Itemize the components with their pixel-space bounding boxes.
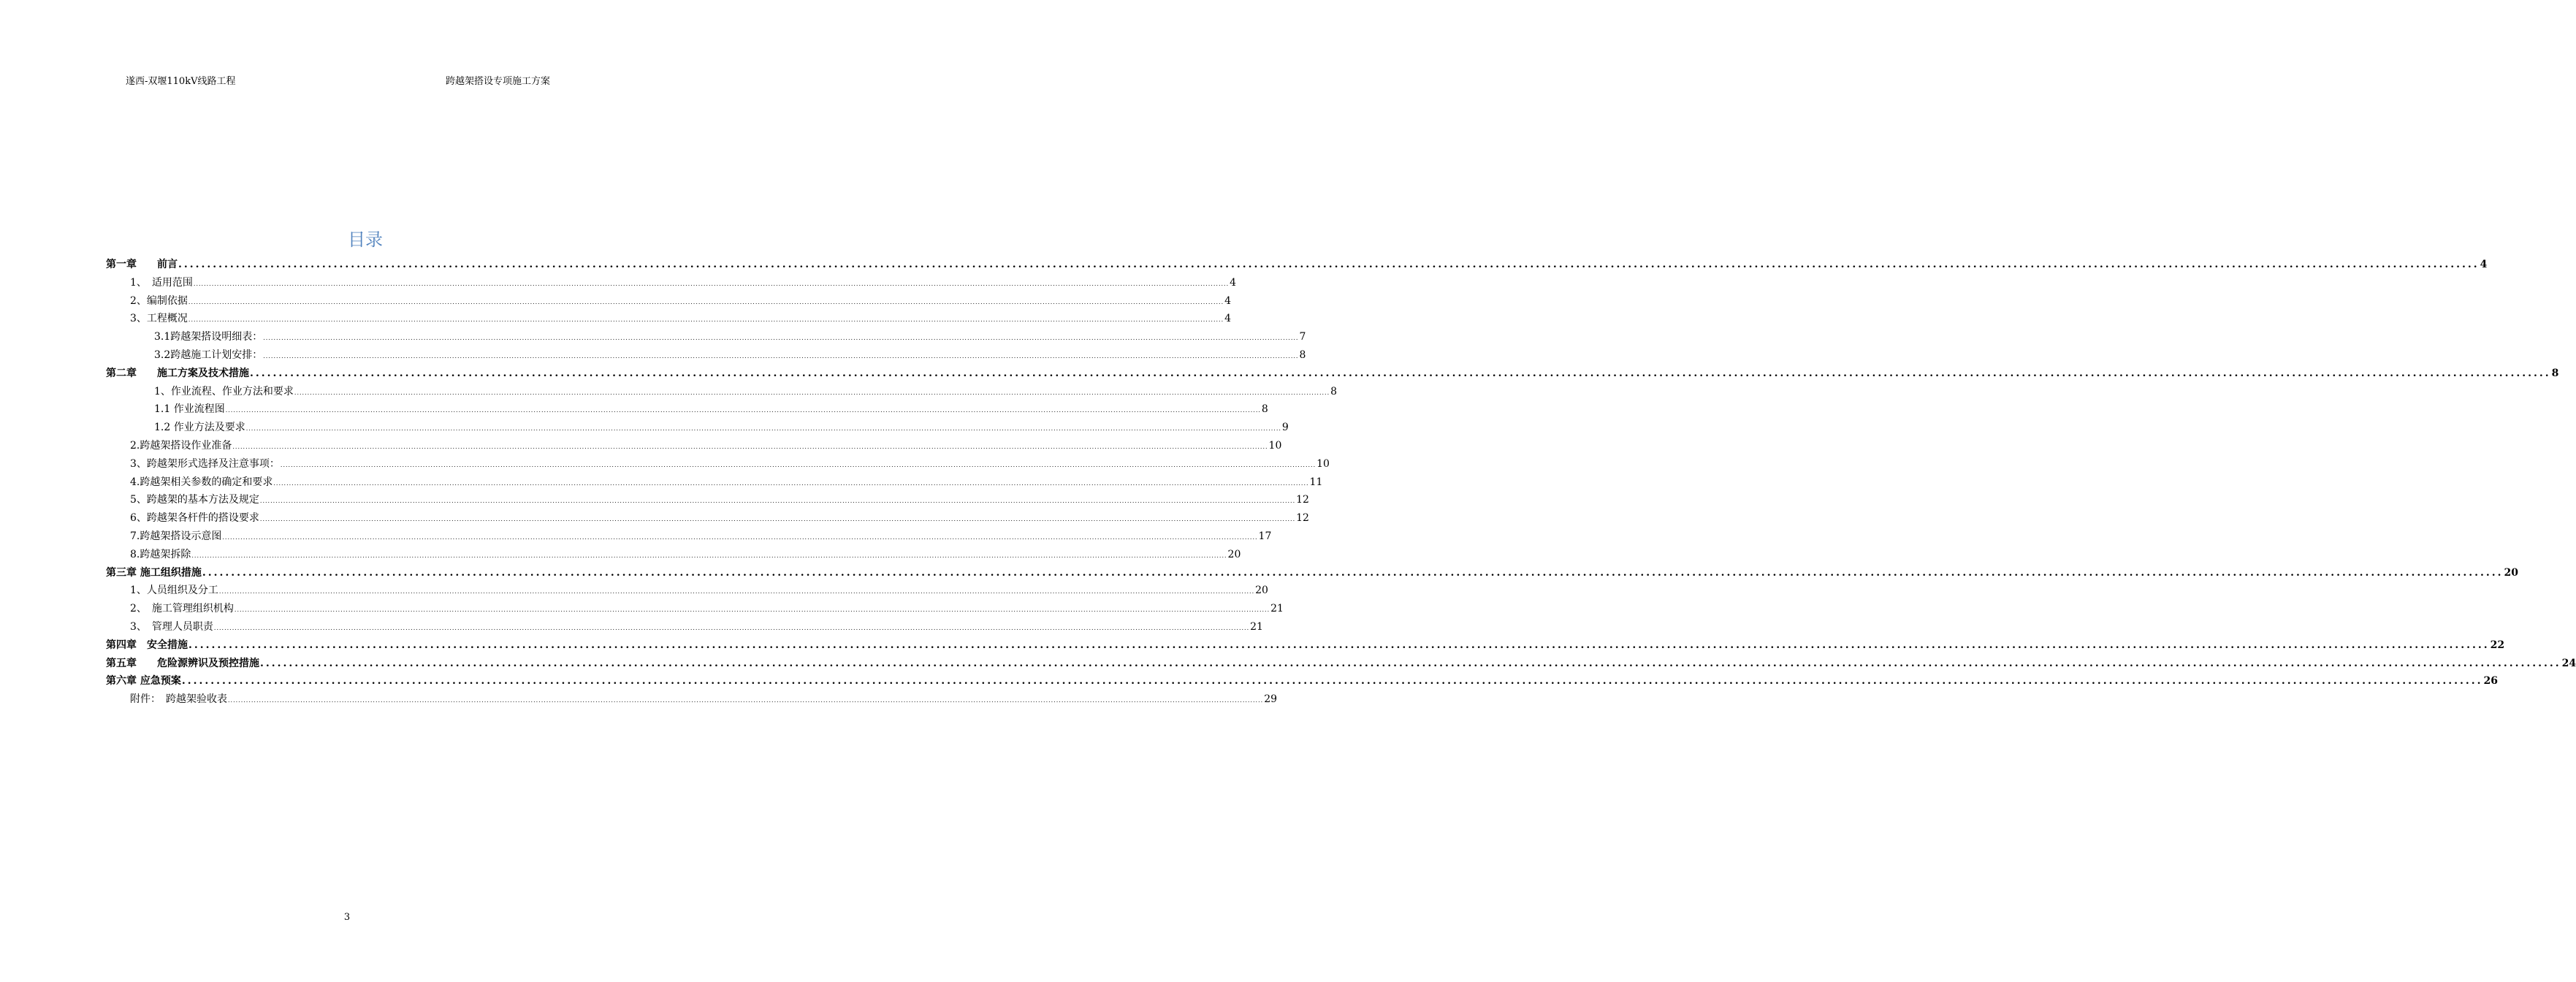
toc-entry[interactable] bbox=[106, 690, 1278, 709]
toc-entry-label: 1.2 作业方法及要求 bbox=[154, 422, 245, 434]
toc-entry-label: 2.跨越架搭设作业准备 bbox=[130, 439, 232, 452]
toc-leader-dots: ................................................................................................................................................................................................................................................................................................................................................................................................................ bbox=[218, 588, 1255, 595]
toc-entry[interactable] bbox=[106, 274, 1237, 292]
toc-entry-label: 2、 施工管理组织机构 bbox=[130, 603, 234, 615]
toc-entry-label: 5、跨越架的基本方法及规定 bbox=[130, 494, 259, 506]
toc-leader-dots: ................................................................................................................................................................................................................................................................................................................................................................................................................ bbox=[232, 443, 1268, 450]
toc-entry[interactable] bbox=[106, 328, 1306, 346]
table-of-contents bbox=[106, 256, 2576, 709]
toc-leader-dots: ................................................................................................................................................................................................................................................................................................................................................................................................................ bbox=[193, 280, 1230, 287]
toc-entry-page: 20 bbox=[1255, 585, 1268, 597]
toc-entry-page: 12 bbox=[1296, 494, 1309, 506]
toc-leader-dots: ................................................................................................................................................................................................................................................................................................................................................................................................................ bbox=[225, 407, 1261, 414]
toc-entry-label: 7.跨越架搭设示意图 bbox=[130, 530, 222, 542]
toc-entry[interactable] bbox=[106, 491, 1309, 509]
toc-entry-label: 1、 适用范围 bbox=[130, 276, 193, 289]
toc-entry-page: 21 bbox=[1250, 620, 1263, 633]
toc-entry-page: 17 bbox=[1258, 530, 1272, 542]
toc-leader-dots: ................................................................................................................................................................................................................................................................................................................................................................................................................ bbox=[245, 425, 1281, 433]
toc-entry-page: 11 bbox=[1309, 476, 1323, 488]
toc-entry-label: 2、编制依据 bbox=[130, 294, 188, 307]
toc-entry-label: 第六章 应急预案 bbox=[106, 675, 181, 688]
toc-entry[interactable] bbox=[106, 473, 1323, 492]
toc-entry[interactable] bbox=[106, 672, 2498, 690]
toc-entry[interactable] bbox=[106, 310, 1232, 328]
toc-entry[interactable] bbox=[106, 546, 1241, 564]
toc-entry-page: 12 bbox=[1296, 512, 1309, 525]
toc-entry-label: 3、工程概况 bbox=[130, 313, 188, 325]
header-project-name: 遂西-双堰110kV线路工程 bbox=[126, 76, 236, 87]
toc-entry-page: 20 bbox=[2504, 566, 2518, 579]
toc-title: 目录 bbox=[348, 229, 383, 250]
toc-entry-page: 8 bbox=[1261, 403, 1268, 416]
toc-entry-label: 1、作业流程、作业方法和要求 bbox=[154, 385, 294, 397]
toc-leader-dots: ................................................................................................................................................................................................................................................................................................................................................................................................................ bbox=[263, 352, 1299, 359]
toc-entry[interactable] bbox=[106, 437, 1282, 455]
toc-leader-dots: ................................................................................................................................................................................................................................................................................................................................................................................................................ bbox=[188, 298, 1224, 305]
toc-leader-dots: ................................................................................................................................................................................................................................................................................................................................................................................................................ bbox=[188, 639, 2490, 651]
toc-leader-dots: ................................................................................................................................................................................................................................................................................................................................................................................................................ bbox=[280, 461, 1316, 468]
toc-entry-page: 22 bbox=[2490, 639, 2505, 651]
toc-leader-dots: ................................................................................................................................................................................................................................................................................................................................................................................................................ bbox=[259, 498, 1296, 505]
toc-entry-page: 8 bbox=[1299, 349, 1306, 361]
toc-leader-dots: ................................................................................................................................................................................................................................................................................................................................................................................................................ bbox=[191, 552, 1227, 559]
toc-entry[interactable] bbox=[106, 528, 1272, 546]
toc-entry-label: 第一章 前言 bbox=[106, 259, 178, 270]
toc-leader-dots: ................................................................................................................................................................................................................................................................................................................................................................................................................ bbox=[250, 367, 2551, 379]
toc-entry-label: 第五章 危险源辨识及预控措施 bbox=[106, 657, 259, 669]
toc-leader-dots: ................................................................................................................................................................................................................................................................................................................................................................................................................ bbox=[273, 479, 1309, 487]
toc-entry-page: 4 bbox=[2480, 259, 2488, 270]
toc-entry[interactable] bbox=[106, 400, 1268, 419]
toc-leader-dots: ................................................................................................................................................................................................................................................................................................................................................................................................................ bbox=[181, 675, 2483, 688]
toc-entry[interactable] bbox=[106, 292, 1232, 311]
toc-entry-label: 第三章 施工组织措施 bbox=[106, 566, 202, 579]
toc-entry-label: 第四章 安全措施 bbox=[106, 639, 188, 651]
toc-entry[interactable] bbox=[106, 600, 1284, 618]
toc-leader-dots: ................................................................................................................................................................................................................................................................................................................................................................................................................ bbox=[259, 516, 1296, 523]
toc-entry[interactable] bbox=[106, 419, 1289, 437]
page-number: 3 bbox=[343, 912, 351, 923]
toc-entry[interactable] bbox=[106, 383, 1338, 401]
toc-entry-page: 29 bbox=[1264, 693, 1278, 706]
toc-entry[interactable] bbox=[106, 346, 1306, 365]
toc-entry-page: 10 bbox=[1268, 439, 1282, 452]
toc-entry-page: 7 bbox=[1299, 331, 1306, 343]
toc-entry-page: 9 bbox=[1281, 422, 1289, 434]
toc-entry-label: 3.2跨越施工计划安排： bbox=[154, 349, 263, 361]
toc-entry-label: 第二章 施工方案及技术措施 bbox=[106, 367, 249, 379]
toc-leader-dots: ................................................................................................................................................................................................................................................................................................................................................................................................................ bbox=[263, 335, 1299, 342]
toc-entry-label: 1、人员组织及分工 bbox=[130, 585, 218, 597]
toc-entry[interactable] bbox=[106, 256, 2488, 274]
toc-leader-dots: ................................................................................................................................................................................................................................................................................................................................................................................................................ bbox=[188, 316, 1224, 324]
toc-entry-label: 6、跨越架各杆件的搭设要求 bbox=[130, 512, 259, 525]
toc-entry[interactable] bbox=[106, 655, 2576, 673]
toc-leader-dots: ................................................................................................................................................................................................................................................................................................................................................................................................................ bbox=[222, 533, 1258, 541]
toc-entry-page: 8 bbox=[1330, 385, 1338, 397]
toc-leader-dots: ................................................................................................................................................................................................................................................................................................................................................................................................................ bbox=[234, 606, 1270, 614]
toc-entry[interactable] bbox=[106, 582, 1268, 600]
toc-entry-page: 4 bbox=[1224, 313, 1232, 325]
toc-entry-page: 20 bbox=[1227, 548, 1241, 560]
toc-entry[interactable] bbox=[106, 509, 1309, 528]
toc-entry-page: 24 bbox=[2561, 657, 2576, 669]
header-document-title: 跨越架搭设专项施工方案 bbox=[446, 76, 551, 87]
toc-entry[interactable] bbox=[106, 365, 2559, 383]
toc-entry-label: 3、 管理人员职责 bbox=[130, 620, 213, 633]
toc-entry[interactable] bbox=[106, 636, 2505, 655]
toc-entry-label: 3.1跨越架搭设明细表： bbox=[154, 331, 263, 343]
toc-entry-page: 4 bbox=[1230, 276, 1237, 289]
toc-leader-dots: ................................................................................................................................................................................................................................................................................................................................................................................................................ bbox=[294, 389, 1330, 396]
toc-entry[interactable] bbox=[106, 455, 1330, 473]
toc-entry[interactable] bbox=[106, 618, 1263, 636]
toc-leader-dots: ................................................................................................................................................................................................................................................................................................................................................................................................................ bbox=[228, 697, 1264, 704]
toc-leader-dots: ................................................................................................................................................................................................................................................................................................................................................................................................................ bbox=[213, 624, 1250, 631]
toc-entry-label: 3、跨越架形式选择及注意事项： bbox=[130, 457, 280, 470]
toc-entry-page: 4 bbox=[1224, 294, 1232, 307]
toc-entry-label: 1.1 作业流程图 bbox=[154, 403, 225, 416]
toc-entry-page: 10 bbox=[1316, 457, 1330, 470]
toc-entry-page: 8 bbox=[2551, 367, 2559, 379]
toc-leader-dots: ................................................................................................................................................................................................................................................................................................................................................................................................................ bbox=[202, 566, 2504, 579]
toc-entry-label: 8.跨越架拆除 bbox=[130, 548, 191, 560]
toc-entry-label: 附件： 跨越架验收表 bbox=[130, 693, 227, 706]
toc-leader-dots: ................................................................................................................................................................................................................................................................................................................................................................................................................ bbox=[260, 657, 2561, 669]
toc-entry-page: 21 bbox=[1270, 603, 1284, 615]
toc-entry-page: 26 bbox=[2483, 675, 2498, 688]
toc-entry[interactable] bbox=[106, 564, 2518, 582]
toc-leader-dots: ................................................................................................................................................................................................................................................................................................................................................................................................................ bbox=[178, 259, 2480, 270]
toc-entry-label: 4.跨越架相关参数的确定和要求 bbox=[130, 476, 273, 488]
